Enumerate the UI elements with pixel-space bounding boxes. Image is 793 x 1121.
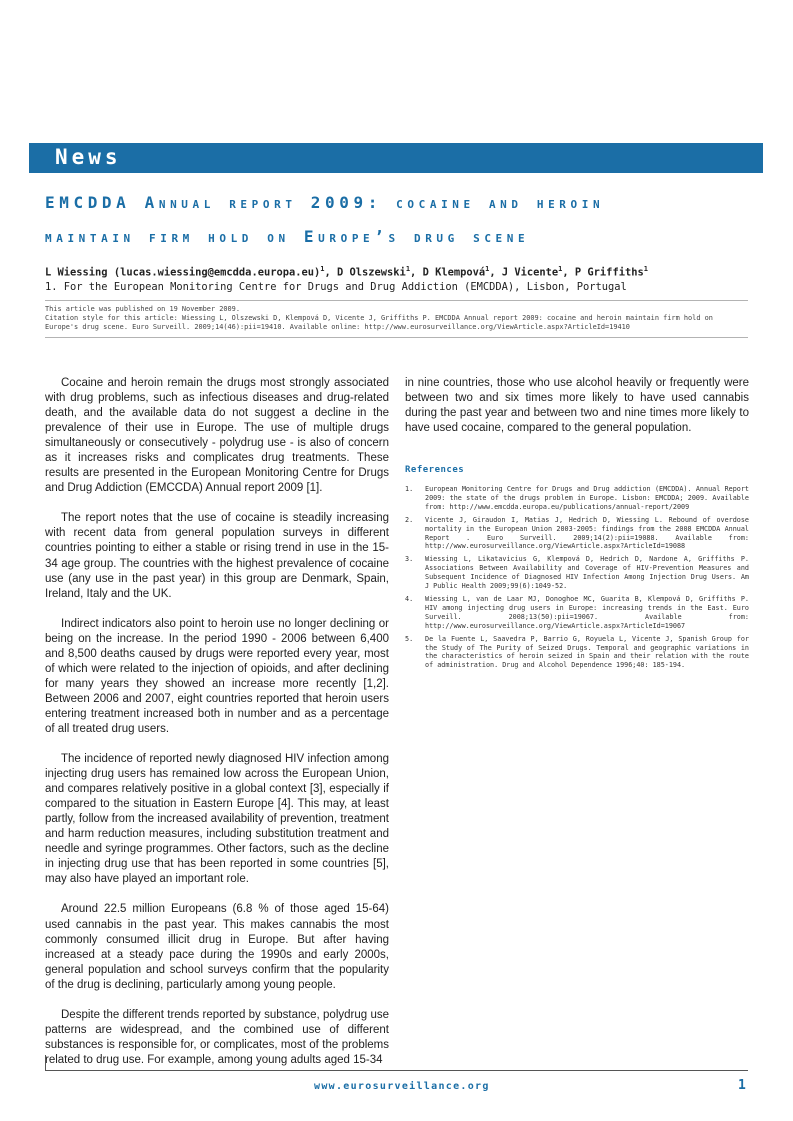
body-paragraph: Indirect indicators also point to heroin use no longer declining or being on the increase. In the period 1990 - 2006 between 6,400 and 8,500 deaths caused by drugs were reported every year, most of which were related to the injection of opioids, and after declining for many years they showed an increase more recently [1,2]. Between 2006 and 2007, eight countries reported that heroin users entering treatment increased both in number and as a percentage of all treated drug users. <box>45 617 389 735</box>
reference-item <box>405 485 749 512</box>
header-divider <box>45 300 748 301</box>
references-heading: References <box>405 465 465 475</box>
citation-block <box>45 305 750 332</box>
section-banner <box>29 143 763 173</box>
affiliation-marker: 1 <box>558 265 563 273</box>
citation-style: Citation style for this article: Wiessing L, Olszewski D, Klempová D, Vicente J, Griffiths P. EMCDDA Annual report 2009: cocaine and heroin maintain firm hold on Europe's drug scene. Euro Surveill. 2009;14(46):pii=19410. Available online: http://www.eurosurveillance.org/ViewArticle.aspx?ArticleId=19410 <box>45 314 713 331</box>
affiliation-marker: 1 <box>320 265 325 273</box>
affiliation-marker: 1 <box>485 265 490 273</box>
title-line-2: maintain firm hold on Europe’s drug scene <box>45 227 530 246</box>
body-paragraph: Cocaine and heroin remain the drugs most strongly associated with drug problems, such as infectious diseases and drug-related death, and the available data do not suggest a decline in the prevalence of their use in Europe. The use of multiple drugs simultaneously or consecutively - polydrug use - is also of concern as it increases risks and complicates drug treatments. These results are presented in the European Monitoring Centre for Drugs and Drug Addiction (EMCCDA) Annual report 2009 [1]. <box>45 377 389 495</box>
body-paragraph: Around 22.5 million Europeans (6.8 % of those aged 15-64) used cannabis in the past year. This makes cannabis the most commonly consumed illicit drug in Europe. But after having increased at a steady pace during the 1990s and early 2000s, general population and school surveys confirm that the popularity of the drug is declining, particularly among young people. <box>45 903 389 991</box>
reference-number: 3. <box>405 555 414 564</box>
author-name: P Griffiths <box>574 266 644 279</box>
body-column-left <box>45 376 389 1083</box>
reference-text: Wiessing L, Likatavicius G, Klempová D, Hedrich D, Nardone A, Griffiths P. Associations Between Availability and Coverage of HIV-Prevention Measures and Subsequent Incidence of Diagnosed HIV Infection Among Injection Drug Users. Am J Public Health 2009;99(6):1049-52. <box>425 555 749 591</box>
reference-number: 1. <box>405 485 414 493</box>
author-name: J Vicente <box>501 266 559 279</box>
body-paragraph: Despite the different trends reported by substance, polydrug use patterns are widespread, and the combined use of different substances is responsible for, or complicates, most of the problems related to drug use. For example, among young adults aged 15-34 <box>45 1008 389 1066</box>
author-list: L Wiessing (lucas.wiessing@emcdda.europa.eu)$^1$, D Olszewski$^1$, D Klempová$^1$, J Vicente$^1$, P Griffiths$^1$ <box>45 265 648 279</box>
reference-number: 4. <box>405 594 414 603</box>
body-column-right <box>405 376 749 436</box>
footer-website-link[interactable]: www.eurosurveillance.org <box>314 1081 490 1092</box>
reference-item <box>405 516 749 552</box>
reference-text: Wiessing L, van de Laar MJ, Donoghoe MC, Guarita B, Klempová D, Griffiths P. HIV among injecting drug users in Europe: increasing trends in the East. Euro Surveill. 2008;13(50):pii=19067. Available from: http://www.eurosurveillance.org/ViewArticle.aspx?ArticleId=19067 <box>425 594 749 630</box>
reference-number: 2. <box>405 515 414 524</box>
reference-item <box>405 595 749 631</box>
reference-item <box>405 555 749 591</box>
footer-divider-vertical <box>45 1055 46 1070</box>
publication-date: This article was published on 19 November 2009. <box>45 305 240 313</box>
author-name: D Olszewski <box>337 266 406 279</box>
reference-text: European Monitoring Centre for Drugs and Drug addiction (EMCDDA). Annual Report 2009: the state of the drugs problem in Europe. Lisbon: EMCDDA; 2009. Available from: http://www.emcdda.europa.eu/publications/annual-report/2009 <box>425 485 749 511</box>
title-line-1: EMCDDA Annual report 2009: cocaine and heroin <box>45 193 605 212</box>
section-label: News <box>55 145 122 169</box>
affiliation: 1. For the European Monitoring Centre for Drugs and Drug Addiction (EMCDDA), Lisbon, Portugal <box>45 281 627 293</box>
references-list <box>405 485 749 674</box>
author-name: L Wiessing (lucas.wiessing@emcdda.europa.eu) <box>45 266 321 279</box>
body-paragraph: in nine countries, those who use alcohol heavily or frequently were between two and six times more likely to have used cannabis during the past year and between two and nine times more likely to have used cocaine, compared to the general population. <box>405 377 749 435</box>
body-paragraph: The incidence of reported newly diagnosed HIV infection among injecting drug users has remained low across the European Union, and compares relatively positive in a global context [3], especially if compared to the situation in Eastern Europe [4]. This may, at least partly, follow from the increased availability of prevention, treatment and harm reduction measures, including substitution treatment and needle and syringe programmes. Other factors, such as the decline in injecting drug use that has been reported in some countries [5], may also have played an important role. <box>45 753 389 886</box>
citation-divider <box>45 337 748 338</box>
reference-text: De la Fuente L, Saavedra P, Barrio G, Royuela L, Vicente J, Spanish Group for the Study of The Purity of Seized Drugs. Temporal and geographic variations in the characteristics of heroin seized in Spain and their relation with the route of administration. Drug and Alcohol Dependence 1996;40: 185-194. <box>425 634 749 670</box>
affiliation-marker: 1 <box>405 265 411 273</box>
reference-item <box>405 635 749 671</box>
footer-divider <box>45 1070 748 1071</box>
page-number: 1 <box>738 1078 746 1093</box>
affiliation-marker: 1 <box>643 265 648 273</box>
reference-text: Vicente J, Giraudon I, Matias J, Hedrich D, Wiessing L. Rebound of overdose mortality in the European Union 2003-2005: findings from the 2008 EMCDDA Annual Report . Euro Surveill. 2009;14(2):pii=19088. Available from: http://www.eurosurveillance.org/ViewArticle.aspx?ArticleId=19088 <box>425 515 749 551</box>
article-title <box>45 186 765 254</box>
author-name: D Klempová <box>422 266 486 279</box>
body-paragraph: The report notes that the use of cocaine is steadily increasing with recent data from general population surveys in different countries pointing to either a stable or rising trend in use in the 15-34 age group. The countries with the highest prevalence of cocaine use (any use in the past year) in this group are Denmark, Spain, Ireland, Italy and the UK. <box>45 512 389 600</box>
reference-number: 5. <box>405 634 414 643</box>
